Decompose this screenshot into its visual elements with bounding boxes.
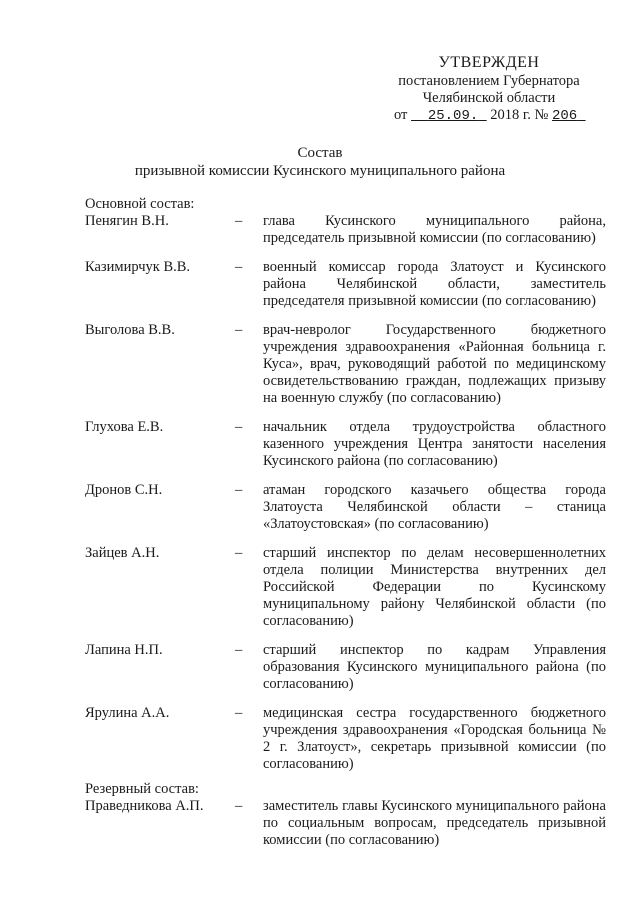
member-row <box>85 798 610 849</box>
member-row <box>85 213 610 247</box>
title-line-2: призывной комиссии Кусинского муниципального района <box>134 163 506 179</box>
reserve-members-list <box>85 798 610 849</box>
approval-heading: УТВЕРЖДЕН <box>438 54 540 71</box>
member-row <box>85 545 610 630</box>
date-prefix: от <box>394 107 408 123</box>
approval-line-2: Челябинской области <box>422 90 556 106</box>
main-members-list <box>85 213 610 773</box>
member-description: глава Кусинского муниципального района, председатель призывной комиссии (по согласованию) <box>263 213 606 246</box>
member-name: Ярулина А.А. <box>85 705 170 721</box>
member-description: старший инспектор по кадрам Управления образования Кусинского муниципального района (по согласованию) <box>263 642 606 692</box>
member-name: Выголова В.В. <box>85 322 175 338</box>
approval-date-line <box>394 107 594 125</box>
title-line-1: Состав <box>297 145 343 161</box>
member-row <box>85 482 610 533</box>
approval-block <box>384 54 594 125</box>
member-description: военный комиссар города Златоуст и Кусинского района Челябинской области, заместитель председателя призывной комиссии (по согласованию) <box>263 259 606 309</box>
member-description: старший инспектор по делам несовершеннолетних отдела полиции Министерства внутренних дел Российской Федерации по Кусинскому муниципальному району Челябинской области (по согласованию) <box>263 545 606 629</box>
main-section-heading: Основной состав: <box>85 196 195 212</box>
document-title <box>0 144 640 180</box>
member-dash: – <box>235 798 243 814</box>
member-description: атаман городского казачьего общества города Златоуста Челябинской области – станица «Златоустовская» (по согласованию) <box>263 482 606 532</box>
member-name: Праведникова А.П. <box>85 798 204 814</box>
member-name: Зайцев А.Н. <box>85 545 160 561</box>
member-description: врач-невролог Государственного бюджетного учреждения здравоохранения «Районная больница г. Куса», врач, руководящий работой по медицинскому освидетельствованию граждан, подлежащих призыву на военную службу (по согласованию) <box>263 322 606 406</box>
member-row <box>85 419 610 470</box>
member-dash: – <box>235 705 243 721</box>
member-row <box>85 705 610 773</box>
member-dash: – <box>235 642 243 658</box>
member-name: Лапина Н.П. <box>85 642 163 658</box>
approval-date: 25.09. <box>427 108 479 124</box>
approval-line-1: постановлением Губернатора <box>398 73 580 89</box>
approval-number: 206 <box>551 108 578 124</box>
reserve-section-heading: Резервный состав: <box>85 781 199 797</box>
member-dash: – <box>235 419 243 435</box>
member-dash: – <box>235 545 243 561</box>
member-dash: – <box>235 259 243 275</box>
member-row <box>85 259 610 310</box>
member-row <box>85 642 610 693</box>
member-dash: – <box>235 213 243 229</box>
member-dash: – <box>235 482 243 498</box>
member-description: начальник отдела трудоустройства областного казенного учреждения Центра занятости населения Кусинского района (по согласованию) <box>263 419 606 469</box>
approval-year: 2018 г. № <box>490 107 549 123</box>
member-row <box>85 322 610 407</box>
member-name: Казимирчук В.В. <box>85 259 191 275</box>
member-name: Дронов С.Н. <box>85 482 163 498</box>
member-description: заместитель главы Кусинского муниципального района по социальным вопросам, председатель призывной комиссии (по согласованию) <box>263 798 606 848</box>
member-name: Глухова Е.В. <box>85 419 164 435</box>
commission-list <box>85 196 610 861</box>
member-dash: – <box>235 322 243 338</box>
member-name: Пенягин В.Н. <box>85 213 169 229</box>
member-description: медицинская сестра государственного бюджетного учреждения здравоохранения «Городская больница № 2 г. Златоуст», секретарь призывной комиссии (по согласованию) <box>263 705 606 772</box>
